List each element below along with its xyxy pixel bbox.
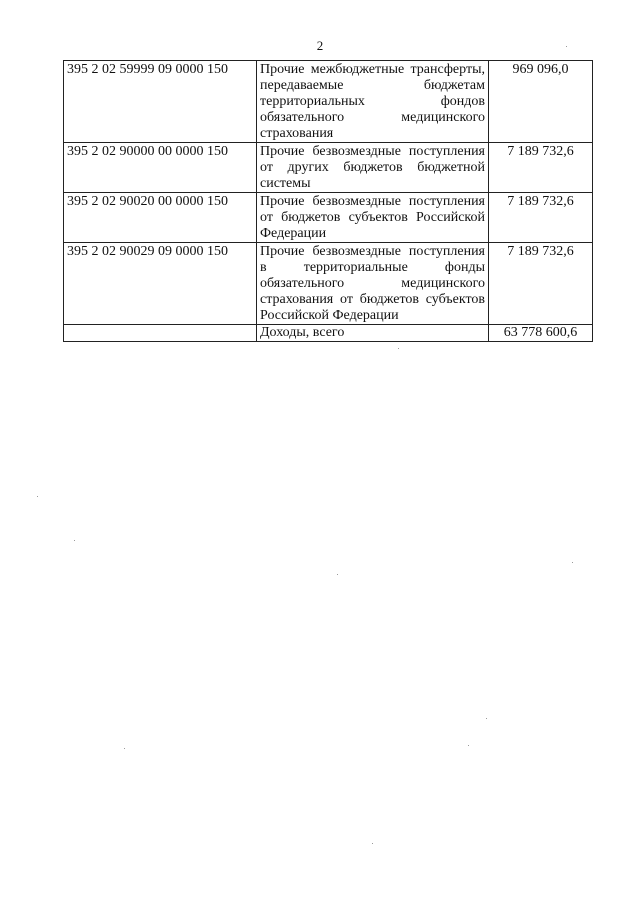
amount-cell: 969 096,0: [489, 61, 593, 143]
budget-code-cell: 395 2 02 90000 00 0000 150: [64, 143, 257, 193]
table-row: [64, 61, 593, 143]
budget-code-cell: 395 2 02 59999 09 0000 150: [64, 61, 257, 143]
table-row: [64, 243, 593, 325]
budget-code-cell: 395 2 02 90029 09 0000 150: [64, 243, 257, 325]
scan-speck: [486, 718, 487, 719]
total-amount-cell: 63 778 600,6: [489, 325, 593, 342]
revenue-table: [63, 60, 593, 342]
scan-speck: [124, 748, 125, 749]
description-cell: Прочие безвозмездные поступления в территориальные фонды обязательного медицинского страхования от бюджетов субъектов Российской Федерации: [257, 243, 489, 325]
amount-cell: 7 189 732,6: [489, 243, 593, 325]
scan-speck: [572, 562, 573, 563]
description-cell: Прочие безвозмездные поступления от других бюджетов бюджетной системы: [257, 143, 489, 193]
scan-speck: [74, 540, 75, 541]
page-number: 2: [316, 38, 324, 53]
scan-speck: [37, 496, 38, 497]
scan-speck: [337, 574, 338, 575]
description-cell: Прочие безвозмездные поступления от бюджетов субъектов Российской Федерации: [257, 193, 489, 243]
amount-cell: 7 189 732,6: [489, 193, 593, 243]
description-cell: Прочие межбюджетные трансферты, передаваемые бюджетам территориальных фондов обязательного медицинского страхования: [257, 61, 489, 143]
total-row: [64, 325, 593, 342]
amount-cell: 7 189 732,6: [489, 143, 593, 193]
scan-speck: [372, 843, 373, 844]
scan-speck: [398, 348, 399, 349]
table-row: [64, 143, 593, 193]
scan-speck: [566, 46, 567, 47]
table-row: [64, 193, 593, 243]
budget-code-cell: 395 2 02 90020 00 0000 150: [64, 193, 257, 243]
scan-speck: [468, 745, 469, 746]
total-label-cell: Доходы, всего: [257, 325, 489, 342]
total-code-cell: [64, 325, 257, 342]
